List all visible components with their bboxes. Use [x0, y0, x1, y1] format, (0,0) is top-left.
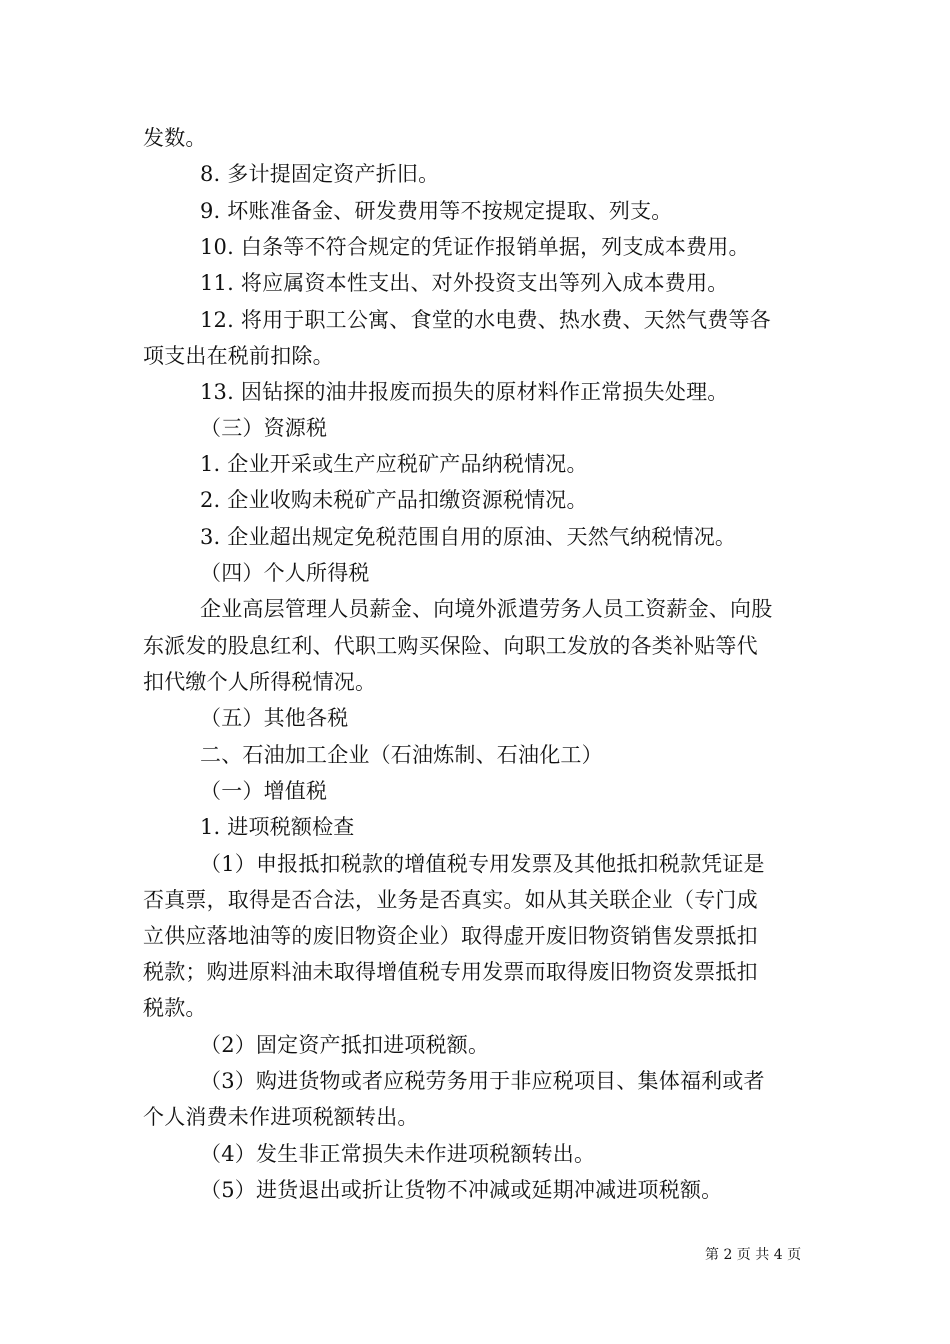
section-heading: （三）资源税 — [200, 416, 328, 440]
text-line: 13. 因钻探的油井报废而损失的原材料作正常损失处理。 — [200, 380, 729, 404]
text-line: 个人消费未作进项税额转出。 — [143, 1105, 419, 1129]
text-line: 项支出在税前扣除。 — [143, 344, 334, 368]
text-line: 3. 企业超出规定免税范围自用的原油、天然气纳税情况。 — [200, 525, 737, 549]
page-number-footer: 第 2 页 共 4 页 — [705, 1247, 802, 1263]
text-line: 9. 坏账准备金、研发费用等不按规定提取、列支。 — [200, 199, 673, 223]
text-line: （1）申报抵扣税款的增值税专用发票及其他抵扣税款凭证是 — [200, 852, 765, 876]
text-line: 8. 多计提固定资产折旧。 — [200, 162, 440, 186]
text-line: 东派发的股息红利、代职工购买保险、向职工发放的各类补贴等代 — [143, 634, 758, 658]
text-line: 扣代缴个人所得税情况。 — [143, 670, 377, 694]
section-heading: （四）个人所得税 — [200, 561, 370, 585]
text-line: 10. 白条等不符合规定的凭证作报销单据，列支成本费用。 — [200, 235, 750, 259]
text-line: 发数。 — [143, 126, 207, 150]
text-line: 11. 将应属资本性支出、对外投资支出等列入成本费用。 — [200, 271, 729, 295]
text-line: （3）购进货物或者应税劳务用于非应税项目、集体福利或者 — [200, 1069, 765, 1093]
text-line: （4）发生非正常损失未作进项税额转出。 — [200, 1142, 596, 1166]
text-line: （2）固定资产抵扣进项税额。 — [200, 1033, 490, 1057]
text-line: （5）进货退出或折让货物不冲减或延期冲减进项税额。 — [200, 1178, 723, 1202]
text-line: 2. 企业收购未税矿产品扣缴资源税情况。 — [200, 488, 588, 512]
text-line: 立供应落地油等的废旧物资企业）取得虚开废旧物资销售发票抵扣 — [143, 924, 758, 948]
section-heading: （一）增值税 — [200, 779, 328, 803]
text-line: 否真票，取得是否合法，业务是否真实。如从其关联企业（专门成 — [143, 888, 758, 912]
section-heading: （五）其他各税 — [200, 706, 349, 730]
text-line: 企业高层管理人员薪金、向境外派遣劳务人员工资薪金、向股 — [200, 597, 773, 621]
text-line: 12. 将用于职工公寓、食堂的水电费、热水费、天然气费等各 — [200, 308, 771, 332]
text-line: 税款；购进原料油未取得增值税专用发票而取得废旧物资发票抵扣 — [143, 960, 758, 984]
text-line: 税款。 — [143, 996, 207, 1020]
section-heading: 二、石油加工企业（石油炼制、石油化工） — [200, 743, 603, 767]
text-line: 1. 进项税额检查 — [200, 815, 355, 839]
text-line: 1. 企业开采或生产应税矿产品纳税情况。 — [200, 452, 588, 476]
